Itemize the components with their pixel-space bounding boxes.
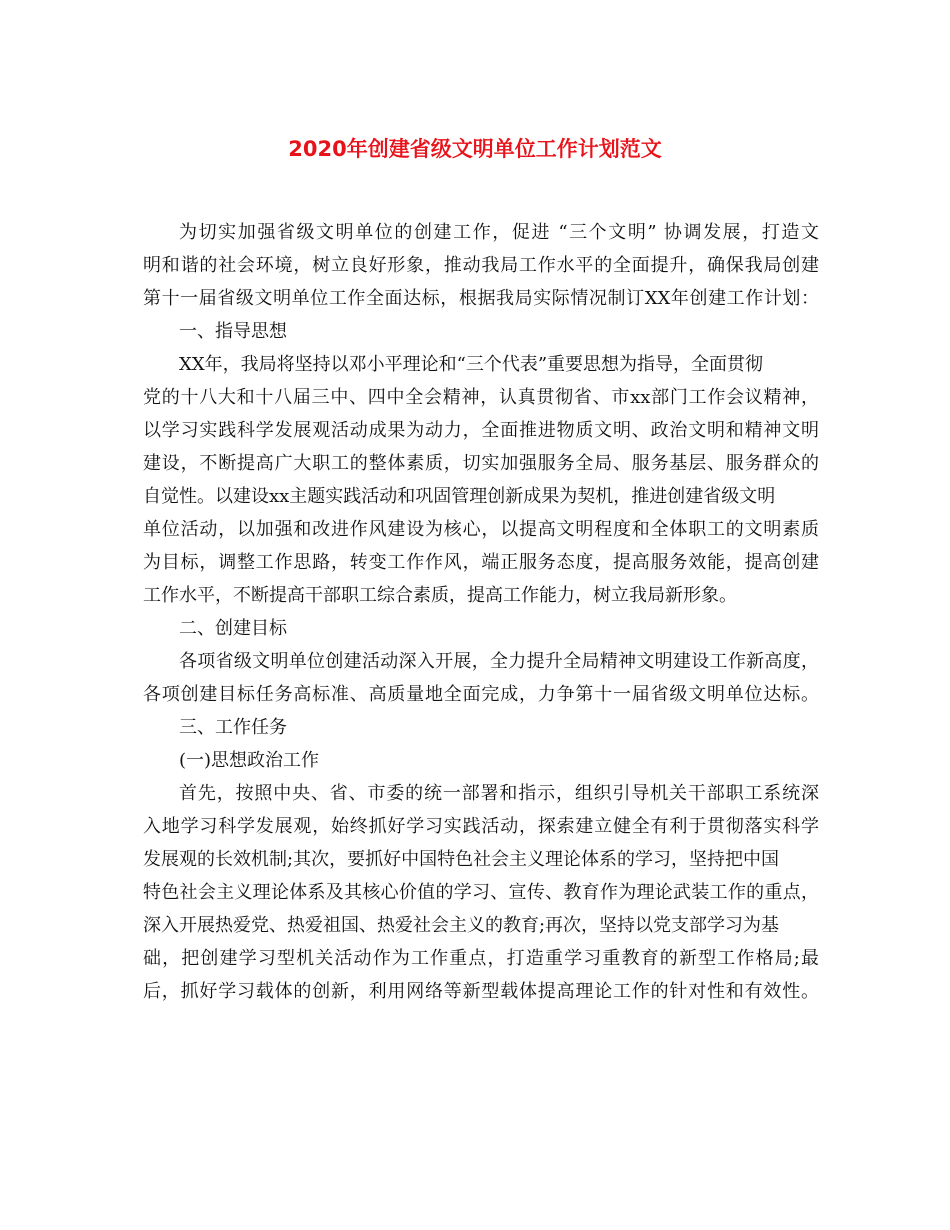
body-text-line: 为切实加强省级文明单位的创建工作，促进 “三个文明” 协调发展，打造文 <box>179 222 819 243</box>
body-text-line: 发展观的长效机制;其次，要抓好中国特色社会主义理论体系的学习，坚持把中国 <box>143 849 780 870</box>
body-text-line: 首先，按照中央、省、市委的统一部署和指示，组织引导机关干部职工系统深 <box>179 783 819 804</box>
document-body <box>143 216 819 1008</box>
body-text-line: 建设，不断提高广大职工的整体素质，切实加强服务全局、服务基层、服务群众的 <box>143 453 819 474</box>
body-text-line: 各项省级文明单位创建活动深入开展，全力提升全局精神文明建设工作新高度， <box>179 651 819 672</box>
body-text-line: 各项创建目标任务高标准、高质量地全面完成，力争第十一届省级文明单位达标。 <box>143 684 819 705</box>
body-text-line: 为目标，调整工作思路，转变工作作风，端正服务态度，提高服务效能，提高创建 <box>143 552 819 573</box>
body-text-line: 单位活动，以加强和改进作风建设为核心，以提高文明程度和全体职工的文明素质 <box>143 519 819 540</box>
body-text-line: 一、指导思想 <box>179 321 287 342</box>
body-text-line: 党的十八大和十八届三中、四中全会精神，认真贯彻省、市xx部门工作会议精神， <box>143 387 819 408</box>
body-text-line: 三、工作任务 <box>179 717 287 738</box>
body-text-line: XX年，我局将坚持以邓小平理论和“三个代表”重要思想为指导，全面贯彻 <box>179 354 764 375</box>
body-text-line: 础，把创建学习型机关活动作为工作重点，打造重学习重教育的新型工作格局;最 <box>143 948 819 969</box>
document-title: 2020年创建省级文明单位工作计划范文 <box>288 137 662 161</box>
body-text-line: 后，抓好学习载体的创新，利用网络等新型载体提高理论工作的针对性和有效性。 <box>143 981 819 1002</box>
body-text-line: 工作水平，不断提高干部职工综合素质，提高工作能力，树立我局新形象。 <box>143 585 737 606</box>
body-text-line: 第十一届省级文明单位工作全面达标，根据我局实际情况制订XX年创建工作计划： <box>143 288 819 309</box>
body-text-line: 二、创建目标 <box>179 618 287 639</box>
body-text-line: 深入开展热爱党、热爱祖国、热爱社会主义的教育;再次，坚持以党支部学习为基 <box>143 915 780 936</box>
body-text-line: 特色社会主义理论体系及其核心价值的学习、宣传、教育作为理论武装工作的重点， <box>143 882 819 903</box>
body-text-line: (一)思想政治工作 <box>179 750 320 771</box>
body-text-line: 以学习实践科学发展观活动成果为动力，全面推进物质文明、政治文明和精神文明 <box>143 420 819 441</box>
body-text-line: 自觉性。以建设xx主题实践活动和巩固管理创新成果为契机，推进创建省级文明 <box>143 486 776 507</box>
body-text-line: 明和谐的社会环境，树立良好形象，推动我局工作水平的全面提升，确保我局创建 <box>143 255 819 276</box>
body-text-line: 入地学习科学发展观，始终抓好学习实践活动，探索建立健全有利于贯彻落实科学 <box>143 816 819 837</box>
